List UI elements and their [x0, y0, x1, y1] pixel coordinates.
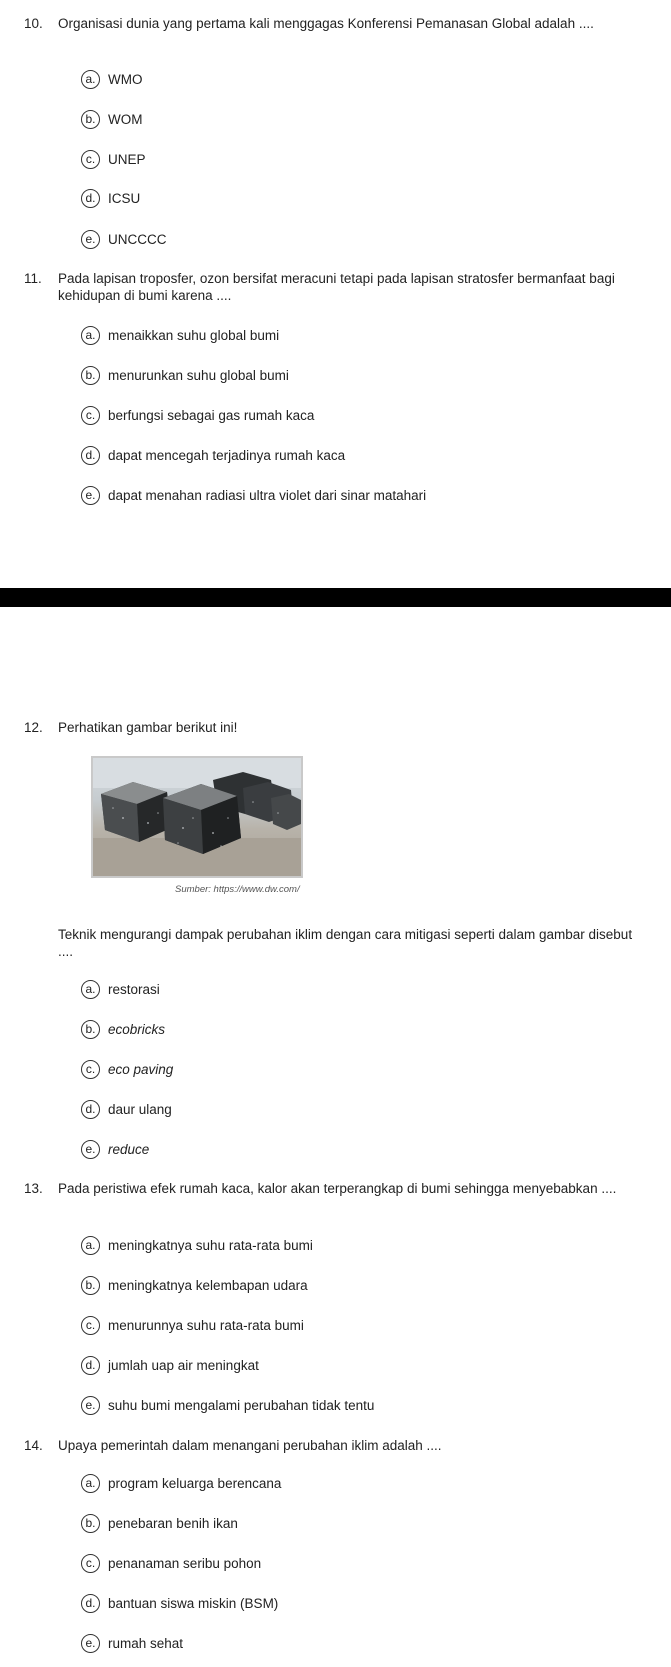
image-caption: Sumber: https://www.dw.com/	[175, 884, 300, 895]
paving-blocks-illustration	[93, 758, 301, 876]
option-text: jumlah uap air meningkat	[108, 1357, 259, 1373]
option-text: eco paving	[108, 1061, 174, 1077]
question-number: 13.	[24, 1181, 43, 1196]
question-number: 10.	[24, 16, 43, 31]
option-text: dapat mencegah terjadinya rumah kaca	[108, 447, 346, 463]
option-letter: c.	[81, 406, 100, 425]
option-letter: b.	[81, 366, 100, 385]
option-12-a[interactable]	[81, 979, 160, 999]
question-text: Pada lapisan troposfer, ozon bersifat meracuni tetapi pada lapisan stratosfer bermanfaat bagi kehidupan di bumi karena ....	[58, 271, 615, 303]
option-text: menurunnya suhu rata-rata bumi	[108, 1317, 304, 1333]
question-14	[24, 1437, 644, 1454]
option-text: penanaman seribu pohon	[108, 1555, 262, 1571]
option-letter: d.	[81, 1356, 100, 1375]
option-letter: b.	[81, 1020, 100, 1039]
option-text: bantuan siswa miskin (BSM)	[108, 1595, 279, 1611]
option-14-c[interactable]	[81, 1553, 261, 1573]
option-letter: a.	[81, 1474, 100, 1493]
option-11-b[interactable]	[81, 365, 289, 385]
question-text: Organisasi dunia yang pertama kali menggagas Konferensi Pemanasan Global adalah ....	[58, 16, 594, 31]
option-letter: a.	[81, 1236, 100, 1255]
option-text: dapat menahan radiasi ultra violet dari sinar matahari	[108, 487, 427, 503]
option-10-e[interactable]	[81, 229, 167, 249]
option-text: WMO	[108, 71, 143, 87]
option-text: berfungsi sebagai gas rumah kaca	[108, 407, 315, 423]
option-12-d[interactable]	[81, 1099, 172, 1119]
option-letter: e.	[81, 230, 100, 249]
option-letter: a.	[81, 326, 100, 345]
option-letter: e.	[81, 1634, 100, 1653]
paving-blocks-photo	[91, 756, 303, 878]
option-text: reduce	[108, 1141, 150, 1157]
option-10-b[interactable]	[81, 109, 143, 129]
option-text: meningkatnya suhu rata-rata bumi	[108, 1237, 313, 1253]
option-14-b[interactable]	[81, 1513, 238, 1533]
question-text: Teknik mengurangi dampak perubahan iklim dengan cara mitigasi seperti dalam gambar disebut ....	[58, 927, 633, 959]
option-text: menaikkan suhu global bumi	[108, 327, 280, 343]
option-text: UNEP	[108, 151, 146, 167]
question-12	[24, 719, 644, 736]
option-text: meningkatnya kelembapan udara	[108, 1277, 308, 1293]
option-letter: d.	[81, 189, 100, 208]
question-12-followup	[24, 926, 644, 960]
option-12-e[interactable]	[81, 1139, 149, 1159]
option-letter: e.	[81, 1140, 100, 1159]
page-divider	[0, 588, 671, 607]
option-13-e[interactable]	[81, 1395, 374, 1415]
option-letter: a.	[81, 980, 100, 999]
option-13-b[interactable]	[81, 1275, 308, 1295]
option-text: rumah sehat	[108, 1635, 184, 1651]
option-text: ICSU	[108, 190, 141, 206]
option-letter: c.	[81, 1316, 100, 1335]
option-14-a[interactable]	[81, 1473, 281, 1493]
option-letter: a.	[81, 70, 100, 89]
option-11-e[interactable]	[81, 485, 426, 505]
option-text: suhu bumi mengalami perubahan tidak tentu	[108, 1397, 375, 1413]
option-letter: e.	[81, 1396, 100, 1415]
option-12-c[interactable]	[81, 1059, 173, 1079]
option-11-a[interactable]	[81, 325, 279, 345]
option-13-c[interactable]	[81, 1315, 304, 1335]
option-letter: b.	[81, 1276, 100, 1295]
question-13	[24, 1180, 644, 1197]
option-13-a[interactable]	[81, 1235, 313, 1255]
question-text: Upaya pemerintah dalam menangani perubahan iklim adalah ....	[58, 1438, 442, 1453]
option-letter: b.	[81, 110, 100, 129]
option-letter: c.	[81, 1060, 100, 1079]
question-number: 12.	[24, 720, 43, 735]
option-11-d[interactable]	[81, 445, 345, 465]
question-number: 11.	[24, 271, 42, 286]
option-text: WOM	[108, 111, 143, 127]
option-letter: e.	[81, 486, 100, 505]
question-number: 14.	[24, 1438, 43, 1453]
option-11-c[interactable]	[81, 405, 314, 425]
option-letter: c.	[81, 150, 100, 169]
option-letter: d.	[81, 446, 100, 465]
option-text: ecobricks	[108, 1021, 166, 1037]
option-letter: d.	[81, 1594, 100, 1613]
question-10	[24, 15, 644, 32]
option-text: menurunkan suhu global bumi	[108, 367, 289, 383]
option-letter: b.	[81, 1514, 100, 1533]
option-10-c[interactable]	[81, 149, 146, 169]
option-text: UNCCCC	[108, 231, 167, 247]
option-text: restorasi	[108, 981, 160, 997]
option-text: daur ulang	[108, 1101, 172, 1117]
option-14-e[interactable]	[81, 1633, 183, 1653]
option-letter: d.	[81, 1100, 100, 1119]
question-11	[24, 270, 644, 304]
option-text: penebaran benih ikan	[108, 1515, 238, 1531]
option-13-d[interactable]	[81, 1355, 259, 1375]
option-text: program keluarga berencana	[108, 1475, 282, 1491]
option-letter: c.	[81, 1554, 100, 1573]
option-10-a[interactable]	[81, 69, 143, 89]
question-text: Perhatikan gambar berikut ini!	[58, 720, 238, 735]
option-12-b[interactable]	[81, 1019, 165, 1039]
question-text: Pada peristiwa efek rumah kaca, kalor akan terperangkap di bumi sehingga menyebabkan ....	[58, 1181, 617, 1196]
option-10-d[interactable]	[81, 188, 140, 208]
option-14-d[interactable]	[81, 1593, 278, 1613]
